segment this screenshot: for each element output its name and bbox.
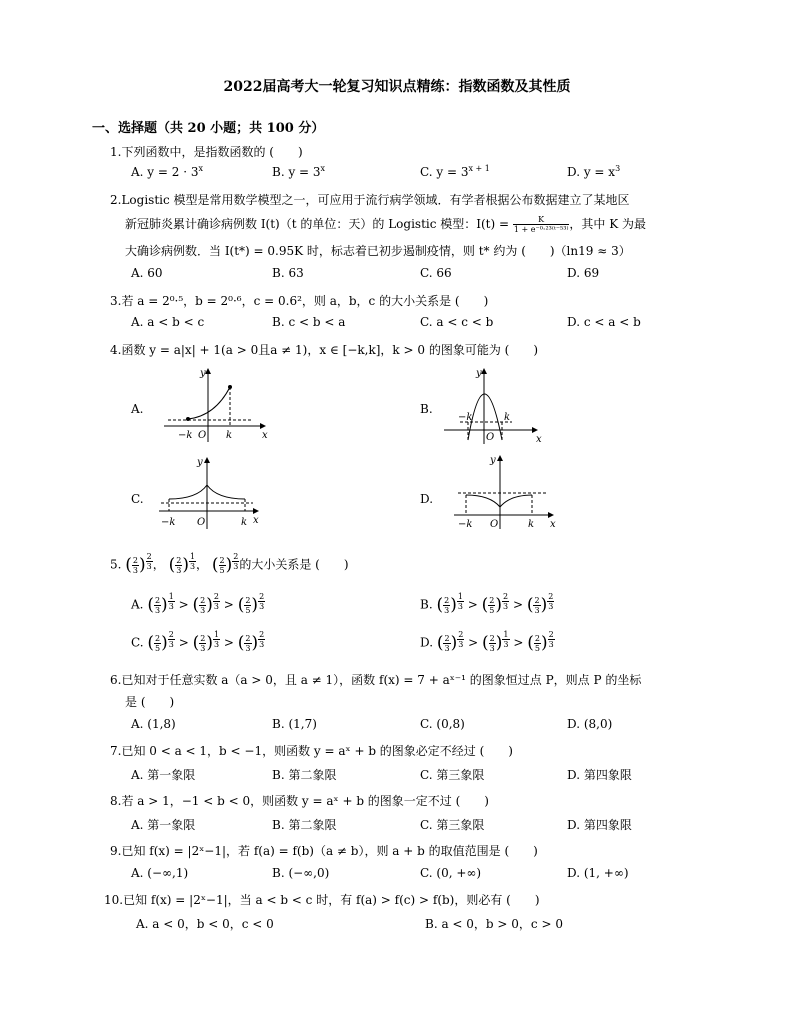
q2-option-b[interactable]: B. 63	[272, 266, 304, 280]
q4-option-a[interactable]: A.	[131, 402, 144, 416]
q5-option-d[interactable]: D. ( $\frac{2}{3}$ ) $^{\frac{2}{3}}$ > ( $\frac{2}{3}$ ) $^{\frac{1}{3}}$ > ( $\frac{2}{5}$ ) $^{\frac{2}{3}}$	[420, 630, 554, 653]
axis-x-label: x	[262, 430, 268, 441]
q9-option-c[interactable]: C. (0, +∞)	[420, 866, 482, 880]
origin-label: O	[486, 432, 495, 443]
q7-option-d[interactable]: D. 第四象限	[567, 768, 632, 782]
q10-option-a[interactable]: A. a < 0，b < 0，c < 0	[136, 917, 274, 931]
q3-stem: 3.若 a = 2⁰·⁵，b = 2⁰·⁶，c = 0.6²，则 a，b，c 的大小关系是 ( )	[110, 294, 489, 308]
neg-k-label: −k	[458, 412, 473, 423]
q3-option-c[interactable]: C. a < c < b	[420, 315, 494, 329]
q2-stem-line1: 2.Logistic 模型是常用数学模型之一，可应用于流行病学领域．有学者根据公布数据建立了某地区	[110, 193, 630, 207]
q3-option-a[interactable]: A. a < b < c	[131, 315, 205, 329]
q2-option-a[interactable]: A. 60	[131, 266, 163, 280]
q7-option-a[interactable]: A. 第一象限	[131, 768, 196, 782]
q7-stem: 7.已知 0 < a < 1，b < −1，则函数 y = aˣ + b 的图象必定不经过 ( )	[110, 744, 513, 758]
q4-stem: 4.函数 y = a|x| + 1(a > 0且a ≠ 1)，x ∈ [−k,k]，k > 0 的图象可能为 ( )	[110, 343, 539, 357]
q6-option-a[interactable]: A. (1,8)	[131, 717, 176, 731]
q8-stem: 8.若 a > 1，−1 < b < 0，则函数 y = aˣ + b 的图象一定不过 ( )	[110, 794, 489, 808]
q4-graph-c	[155, 455, 270, 533]
q4-graph-a	[160, 366, 270, 446]
q5-stem: 5. ( $\frac{2}{3}$ ) $^{\frac{2}{3}}$ ， ( $\frac{2}{3}$ ) $^{\frac{1}{3}}$ ， ( $\frac{2}{5}$ ) $^{\frac{2}{3}}$ 的大小关系是 ( )	[110, 552, 349, 575]
q6-option-d[interactable]: D. (8,0)	[567, 717, 613, 731]
axis-x-label: x	[536, 434, 542, 445]
q6-option-b[interactable]: B. (1,7)	[272, 717, 317, 731]
origin-label: O	[198, 430, 207, 441]
q7-option-b[interactable]: B. 第二象限	[272, 768, 337, 782]
q5-option-c[interactable]: C. ( $\frac{2}{5}$ ) $^{\frac{2}{3}}$ > ( $\frac{2}{3}$ ) $^{\frac{1}{3}}$ > ( $\frac{2}{3}$ ) $^{\frac{2}{3}}$	[131, 630, 265, 653]
k-label: k	[241, 517, 248, 528]
q4-option-b[interactable]: B.	[420, 402, 433, 416]
page-title: 2022届高考大一轮复习知识点精练：指数函数及其性质	[223, 79, 571, 95]
q2-stem-line3: 大确诊病例数．当 I(t*) = 0.95K 时，标志着已初步遏制疫情，则 t* 约为 ( )（ln19 ≈ 3）	[125, 244, 631, 258]
q9-stem: 9.已知 f(x) = |2ˣ−1|，若 f(a) = f(b)（a ≠ b），则 a + b 的取值范围是 ( )	[110, 844, 538, 858]
axis-x-label: x	[550, 519, 556, 530]
q8-option-c[interactable]: C. 第三象限	[420, 818, 485, 832]
axis-x-label: x	[253, 515, 259, 526]
q9-option-d[interactable]: D. (1, +∞)	[567, 866, 629, 880]
q8-option-a[interactable]: A. 第一象限	[131, 818, 196, 832]
k-label: k	[528, 519, 535, 530]
q8-option-d[interactable]: D. 第四象限	[567, 818, 632, 832]
q6-stem-line2: 是 ( )	[125, 695, 175, 709]
k-label: k	[504, 412, 511, 423]
origin-label: O	[197, 517, 206, 528]
q1-option-d[interactable]: D. $y = x^3$	[567, 164, 621, 179]
q10-stem: 10.已知 f(x) = |2ˣ−1|，当 a < b < c 时，有 f(a) > f(c) > f(b)，则必有 ( )	[104, 893, 540, 907]
q4-graph-b	[440, 366, 550, 446]
k-label: k	[226, 430, 233, 441]
section-heading: 一、选择题（共 20 小题；共 100 分）	[92, 121, 325, 136]
neg-k-label: −k	[178, 430, 193, 441]
q8-option-b[interactable]: B. 第二象限	[272, 818, 337, 832]
neg-k-label: −k	[458, 519, 473, 530]
q3-option-b[interactable]: B. c < b < a	[272, 315, 346, 329]
q5-option-a[interactable]: A. ( $\frac{2}{3}$ ) $^{\frac{1}{3}}$ > ( $\frac{2}{3}$ ) $^{\frac{2}{3}}$ > ( $\frac{2}{5}$ ) $^{\frac{2}{3}}$	[131, 592, 265, 615]
q6-stem-line1: 6.已知对于任意实数 a（a > 0，且 a ≠ 1），函数 f(x) = 7 + aˣ⁻¹ 的图象恒过点 P，则点 P 的坐标	[110, 673, 642, 687]
q4-option-c[interactable]: C.	[131, 492, 144, 506]
q2-stem-line2: 新冠肺炎累计确诊病例数 I(t)（t 的单位：天）的 Logistic 模型：I(t) = $\frac{K}{\text{1 + e⁻⁰·²³⁽ᵗ⁻⁵³⁾}}$ ，其中 K 为最	[125, 215, 647, 234]
q6-option-c[interactable]: C. (0,8)	[420, 717, 465, 731]
origin-label: O	[490, 519, 499, 530]
q7-option-c[interactable]: C. 第三象限	[420, 768, 485, 782]
q9-option-a[interactable]: A. (−∞,1)	[131, 866, 189, 880]
q2-option-d[interactable]: D. 69	[567, 266, 600, 280]
q2-formula-fraction: $\frac{K}{\text{1 + e⁻⁰·²³⁽ᵗ⁻⁵³⁾}}$	[513, 215, 569, 234]
neg-k-label: −k	[161, 517, 176, 528]
axis-y-label: y	[490, 455, 496, 466]
q1-option-b[interactable]: B. $y = 3^x$	[272, 164, 326, 179]
q9-option-b[interactable]: B. (−∞,0)	[272, 866, 330, 880]
axis-y-label: y	[200, 368, 206, 379]
axis-y-label: y	[197, 457, 203, 468]
q3-option-d[interactable]: D. c < a < b	[567, 315, 641, 329]
q10-option-b[interactable]: B. a < 0，b > 0，c > 0	[425, 917, 563, 931]
q2-option-c[interactable]: C. 66	[420, 266, 452, 280]
q5-option-b[interactable]: B. ( $\frac{2}{3}$ ) $^{\frac{1}{3}}$ > ( $\frac{2}{5}$ ) $^{\frac{2}{3}}$ > ( $\frac{2}{3}$ ) $^{\frac{2}{3}}$	[420, 592, 554, 615]
q4-option-d[interactable]: D.	[420, 492, 434, 506]
axis-y-label: y	[476, 368, 482, 379]
q1-option-a[interactable]: A. $y = 2 \cdot 3^x$	[131, 164, 203, 179]
q1-stem: 1.下列函数中，是指数函数的 ( )	[110, 145, 303, 159]
q4-graph-d	[450, 455, 560, 533]
q1-option-c[interactable]: C. $y = 3^{x + 1}$	[420, 164, 490, 179]
